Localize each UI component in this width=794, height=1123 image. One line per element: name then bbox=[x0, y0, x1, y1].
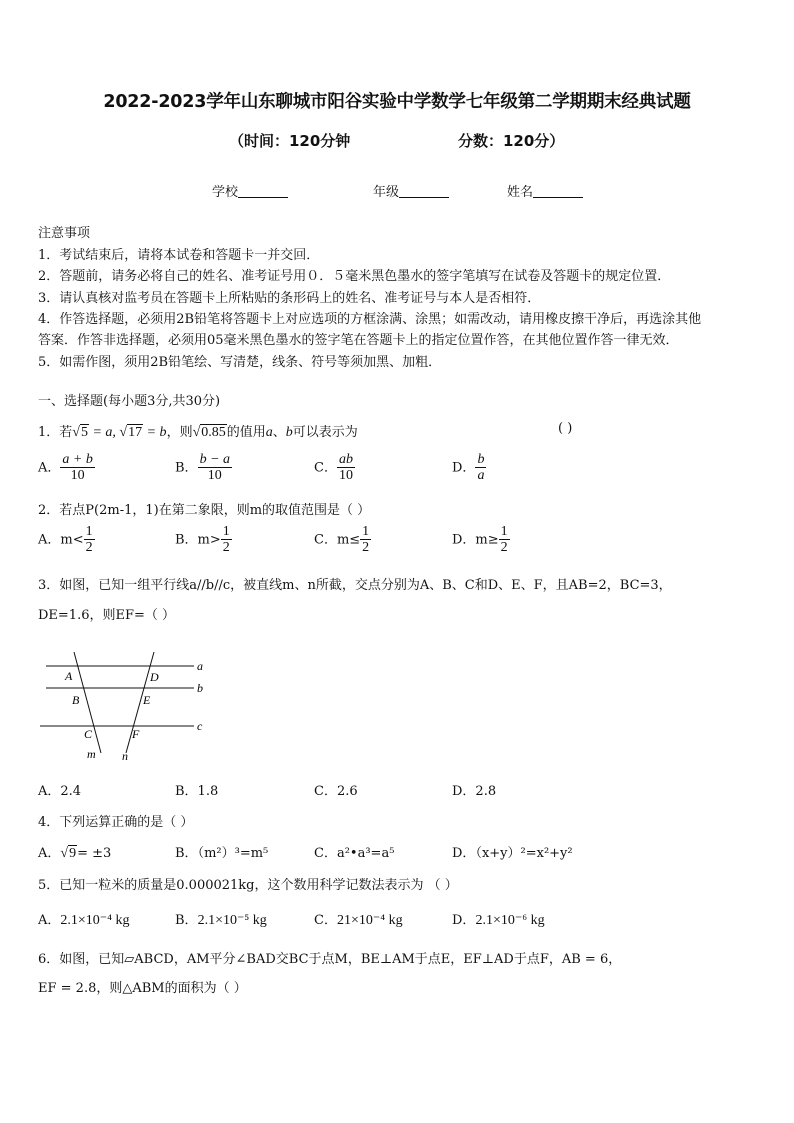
option-b: B．2.1×10⁻⁵ kg bbox=[175, 913, 267, 928]
question-3: 3．如图，已知一组平行线a//b//c，被直线m、n所截，交点分别为A、B、C和D、E、F，且AB=2，BC=3， bbox=[38, 578, 672, 593]
question-6: 6．如图，已知▱ABCD，AM平分∠BAD交BC于点M，BE⊥AM于点E，EF⊥AD于点F，AB = 6， bbox=[38, 952, 622, 967]
label-F: F bbox=[132, 727, 140, 741]
option-b: B．（m²）³=m⁵ bbox=[175, 846, 269, 861]
option-d: D．m≥ $\frac{1}{2}$ bbox=[452, 524, 508, 556]
option-b: B．m> $\frac{1}{2}$ bbox=[175, 524, 230, 556]
notice-heading: 注意事项 bbox=[38, 226, 91, 241]
option-d: D． $\frac{b}{a}$ bbox=[452, 452, 485, 484]
option-c: C．21×10⁻⁴ kg bbox=[314, 913, 403, 928]
answer-bracket: ( ) bbox=[558, 421, 573, 436]
exam-time: （时间：120分钟 bbox=[229, 132, 351, 150]
label-m: m bbox=[87, 747, 96, 761]
label-E: E bbox=[143, 693, 151, 707]
option-a: A．m< $\frac{1}{2}$ bbox=[38, 524, 93, 556]
notice-item: 3．请认真核对监考员在答题卡上所粘贴的条形码上的姓名、准考证号与本人是否相符． bbox=[38, 291, 541, 306]
question-6-cont: EF = 2.8，则△ABM的面积为（ ） bbox=[38, 981, 247, 996]
option-c: C． $\frac{ab}{10}$ bbox=[314, 452, 353, 484]
question-5: 5．已知一粒米的质量是0.000021kg，这个数用科学记数法表示为 （ ） bbox=[38, 878, 458, 893]
school-field: 学校 bbox=[212, 181, 288, 200]
label-B: B bbox=[72, 693, 80, 707]
question-4: 4．下列运算正确的是（ ） bbox=[38, 815, 194, 830]
grade-field: 年级 bbox=[373, 181, 449, 200]
option-a: A．√9= ±3 bbox=[38, 846, 112, 861]
label-a: a bbox=[197, 659, 203, 673]
section-heading: 一、选择题(每小题3分,共30分) bbox=[38, 394, 221, 409]
name-field: 姓名 bbox=[507, 181, 583, 200]
option-b: B．1.8 bbox=[175, 784, 219, 799]
option-d: D．（x+y）²=x²+y² bbox=[452, 846, 573, 861]
question-1: 1．若√5 = a, √17 = b，则√0.85的值用a、b可以表示为 bbox=[38, 425, 358, 440]
label-c: c bbox=[197, 719, 203, 733]
question-3-cont: DE=1.6，则EF=（ ） bbox=[38, 608, 176, 623]
notice-item: 4．作答选择题，必须用2B铅笔将答题卡上对应选项的方框涂满、涂黑；如需改动，请用橡皮擦干净后，再选涂其他 bbox=[38, 312, 702, 327]
parallel-lines-figure bbox=[30, 652, 220, 768]
option-c: C．m≤ $\frac{1}{2}$ bbox=[314, 524, 370, 556]
option-a: A．2.4 bbox=[38, 784, 82, 799]
option-d: D．2.1×10⁻⁶ kg bbox=[452, 913, 545, 928]
exam-score: 分数：120分） bbox=[458, 132, 565, 150]
option-d: D．2.8 bbox=[452, 784, 497, 799]
option-c: C．a²•a³=a⁵ bbox=[314, 846, 395, 861]
option-a: A． $\frac{a + b}{10}$ bbox=[38, 452, 93, 484]
label-D: D bbox=[150, 670, 159, 684]
option-a: A．2.1×10⁻⁴ kg bbox=[38, 913, 130, 928]
option-c: C．2.6 bbox=[314, 784, 358, 799]
notice-item: 答案．作答非选择题，必须用05毫米黑色墨水的签字笔在答题卡上的指定位置作答，在其他位置作答一律无效． bbox=[38, 333, 679, 348]
notice-item: 2．答题前，请务必将自己的姓名、准考证号用０．５毫米黑色墨水的签字笔填写在试卷及答题卡的规定位置． bbox=[38, 269, 671, 284]
label-b: b bbox=[197, 681, 203, 695]
question-2: 2．若点P(2m-1，1)在第二象限，则m的取值范围是（ ） bbox=[38, 503, 371, 518]
label-n: n bbox=[122, 749, 128, 763]
label-A: A bbox=[65, 669, 73, 683]
option-b: B． $\frac{b - a}{10}$ bbox=[175, 452, 231, 484]
notice-item: 5．如需作图，须用2B铅笔绘、写清楚，线条、符号等须加黑、加粗． bbox=[38, 355, 442, 370]
exam-title: 2022-2023学年山东聊城市阳谷实验中学数学七年级第二学期期末经典试题 bbox=[103, 92, 691, 112]
label-C: C bbox=[84, 727, 93, 741]
notice-item: 1．考试结束后，请将本试卷和答题卡一并交回． bbox=[38, 248, 320, 263]
